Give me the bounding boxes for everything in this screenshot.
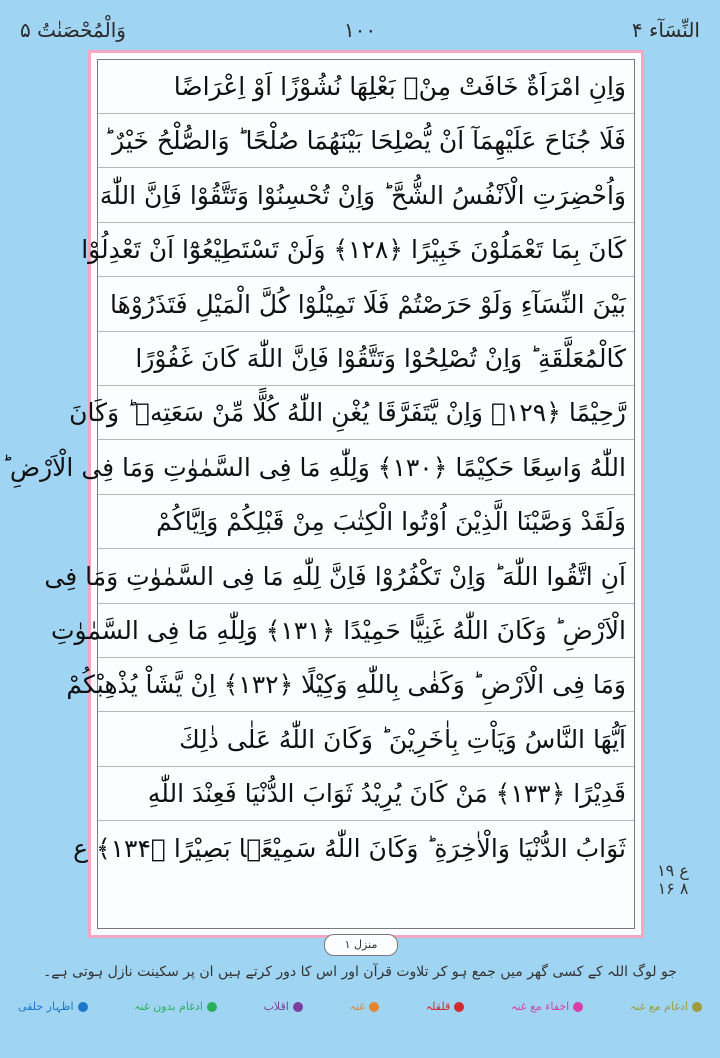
tajweed-legend	[18, 1000, 702, 1013]
page-header	[0, 18, 720, 48]
surah-name: النِّسَآء ۴	[631, 18, 700, 42]
legend-dot-icon	[692, 1002, 702, 1012]
verse-line: كَالْمُعَلَّقَةِ ؕ وَاِنْ تُصْلِحُوْا وَتَتَّقُوْا فَاِنَّ اللّٰهَ كَانَ غَفُوْرًا	[98, 332, 634, 386]
legend-label: ادغام مع غنہ	[629, 1000, 688, 1013]
verse-line: الْاَرْضِ ؕ وَكَانَ اللّٰهُ غَنِيًّا حَمِيْدًا ﴿۱۳۱﴾ وَلِلّٰهِ مَا فِى السَّمٰوٰتِ	[98, 604, 634, 658]
verse-line: رَّحِيْمًا ﴿۱۲۹﴾ وَاِنْ يَّتَفَرَّقَا يُغْنِ اللّٰهُ كُلًّا مِّنْ سَعَتِهٖ ؕ وَكَانَ	[98, 386, 634, 440]
legend-dot-icon	[207, 1002, 217, 1012]
quran-page-frame	[1, 50, 644, 938]
verse-line: فَلَا جُنَاحَ عَلَيْهِمَآ اَنْ يُّصْلِحَا بَيْنَهُمَا صُلْحًا ؕ وَالصُّلْحُ خَيْرٌ ؕ	[98, 114, 634, 168]
legend-dot-icon	[454, 1002, 464, 1012]
ruku-side-mark: ع ۱۹ ۸ ۱۶	[657, 861, 689, 898]
legend-item	[630, 1000, 702, 1013]
verse-line: وَلَقَدْ وَصَّيْنَا الَّذِيْنَ اُوْتُوا الْكِتٰبَ مِنْ قَبْلِكُمْ وَاِيَّاكُمْ	[98, 495, 634, 549]
legend-label: ادغام بدون غنہ	[134, 1000, 203, 1013]
legend-item	[264, 1000, 303, 1013]
legend-dot-icon	[293, 1002, 303, 1012]
verse-line: اللّٰهُ وَاسِعًا حَكِيْمًا ﴿۱۳۰﴾ وَلِلّٰهِ مَا فِى السَّمٰوٰتِ وَمَا فِى الْاَرْضِ ؕ	[98, 441, 634, 495]
quran-page-inner	[1, 59, 635, 929]
legend-dot-icon	[573, 1002, 583, 1012]
legend-label: اظہار حلقی	[18, 1000, 74, 1013]
verse-line: اَنِ اتَّقُوا اللّٰهَ ؕ وَاِنْ تَكْفُرُوْا فَاِنَّ لِلّٰهِ مَا فِى السَّمٰوٰتِ وَمَا فِى	[98, 550, 634, 604]
legend-label: اخفاء مع غنہ	[510, 1000, 570, 1013]
verse-line: بَيْنَ النِّسَآءِ وَلَوْ حَرَصْتُمْ فَلَا تَمِيْلُوْا كُلَّ الْمَيْلِ فَتَذَرُوْهَا	[98, 278, 634, 332]
legend-label: اقلاب	[263, 1000, 289, 1013]
legend-dot-icon	[78, 1002, 88, 1012]
legend-item	[18, 1000, 88, 1013]
legend-label: قلقلہ	[425, 1000, 451, 1013]
verse-line: اَيُّهَا النَّاسُ وَيَاْتِ بِاٰخَرِيْنَ ؕ وَكَانَ اللّٰهُ عَلٰى ذٰلِكَ	[98, 713, 634, 767]
page-number: ۱۰۰	[343, 18, 377, 42]
manzil-label: منزل ۱	[324, 934, 398, 956]
para-name: وَالْمُحْصَنٰتُ ۵	[20, 18, 126, 42]
legend-label: غنہ	[349, 1000, 366, 1013]
verse-line: ثَوَابُ الدُّنْيَا وَالْاٰخِرَةِ ؕ وَكَانَ اللّٰهُ سَمِيْعًۢا بَصِيْرًا ﴿۱۳۴﴾ ع	[73, 834, 626, 864]
legend-item	[134, 1000, 217, 1013]
verse-line: كَانَ بِمَا تَعْمَلُوْنَ خَبِيْرًا ﴿۱۲۸﴾ وَلَنْ تَسْتَطِيْعُوْٓا اَنْ تَعْدِلُوْا	[98, 223, 634, 277]
verse-line: قَدِيْرًا ﴿۱۳۳﴾ مَنْ كَانَ يُرِيْدُ ثَوَابَ الدُّنْيَا فَعِنْدَ اللّٰهِ	[98, 767, 634, 821]
verse-line: وَاِنِ امْرَاَةٌ خَافَتْ مِنْۢ بَعْلِهَا نُشُوْزًا اَوْ اِعْرَاضًا	[98, 60, 634, 114]
footer-note: جو لوگ اللہ کے کسی گھر میں جمع ہو کر تلاوت قرآن اور اس کا دور کرتے ہیں ان پر سکینت نازل ہوتی ہے۔	[43, 964, 677, 980]
legend-item	[350, 1000, 380, 1013]
verse-line: وَمَا فِى الْاَرْضِ ؕ وَكَفٰى بِاللّٰهِ وَكِيْلًا ﴿۱۳۲﴾ اِنْ يَّشَاْ يُذْهِبْكُمْ	[98, 658, 634, 712]
verse-lines	[1, 60, 634, 928]
legend-dot-icon	[369, 1002, 379, 1012]
legend-item	[426, 1000, 465, 1013]
verse-line: وَاُحْضِرَتِ الْاَنْفُسُ الشُّحَّ ؕ وَاِنْ تُحْسِنُوْا وَتَتَّقُوْا فَاِنَّ اللّٰهَ	[98, 169, 634, 223]
legend-item	[511, 1000, 583, 1013]
